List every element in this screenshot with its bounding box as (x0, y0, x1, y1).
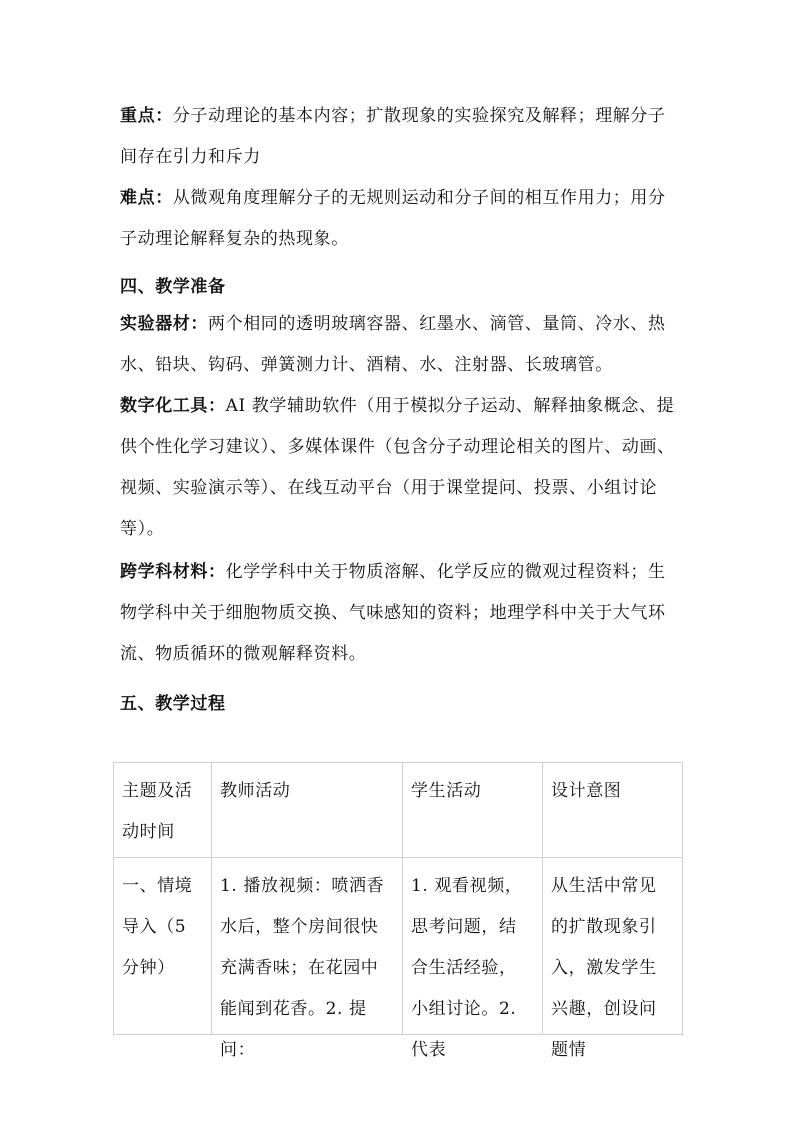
cross-subject-label: 跨学科材料： (120, 562, 226, 582)
row-student-cell: 1. 观看视频，思考问题，结合生活经验，小组讨论。2. 代表 (403, 858, 543, 1035)
row-teacher-cell: 1. 播放视频：喷洒香水后，整个房间很快充满香味；在花园中能闻到花香。2. 提问： (212, 858, 403, 1035)
cross-subject-text: 化学学科中关于物质溶解、化学反应的微观过程资料；生物学科中关于细胞物质交换、气味感知的资料；地理学科中关于大气环流、物质循环的微观解释资料。 (120, 562, 666, 664)
header-design-intent: 设计意图 (543, 763, 683, 858)
equipment-paragraph (120, 304, 680, 386)
teaching-process-table (113, 762, 683, 1060)
key-points-text: 分子动理论的基本内容；扩散现象的实验探究及解释；理解分子间存在引力和斥力 (120, 106, 666, 167)
digital-tools-paragraph (120, 386, 680, 550)
table-header-row (114, 763, 683, 858)
difficult-points-text: 从微观角度理解分子的无规则运动和分子间的相互作用力；用分子动理论解释复杂的热现象。 (120, 188, 666, 249)
header-student-activity: 学生活动 (403, 763, 543, 858)
digital-tools-text: AI 教学辅助软件（用于模拟分子运动、解释抽象概念、提供个性化学习建议）、多媒体课件（包含分子动理论相关的图片、动画、视频、实验演示等）、在线互动平台（用于课堂提问、投票、小组讨论等）。 (120, 396, 675, 539)
key-points-paragraph (120, 96, 680, 178)
key-points-label: 重点： (120, 106, 173, 126)
section-heading-process: 五、教学过程 (120, 694, 226, 714)
equipment-label: 实验器材： (120, 314, 208, 334)
header-teacher-activity: 教师活动 (212, 763, 403, 858)
row-topic-cell: 一、情境导入（5分钟） (114, 858, 212, 1035)
row-intent-cell: 从生活中常见的扩散现象引入，激发学生兴趣，创设问题情 (543, 858, 683, 1035)
digital-tools-label: 数字化工具： (120, 396, 226, 416)
table-row (114, 858, 683, 1035)
difficult-points-paragraph (120, 178, 680, 260)
section-heading-preparation: 四、教学准备 (120, 277, 226, 297)
difficult-points-label: 难点： (120, 188, 173, 208)
header-topic: 主题及活动时间 (114, 763, 212, 858)
equipment-text: 两个相同的透明玻璃容器、红墨水、滴管、量筒、冷水、热水、铅块、钩码、弹簧测力计、酒精、水、注射器、长玻璃管。 (120, 314, 666, 375)
cross-subject-paragraph (120, 552, 680, 675)
